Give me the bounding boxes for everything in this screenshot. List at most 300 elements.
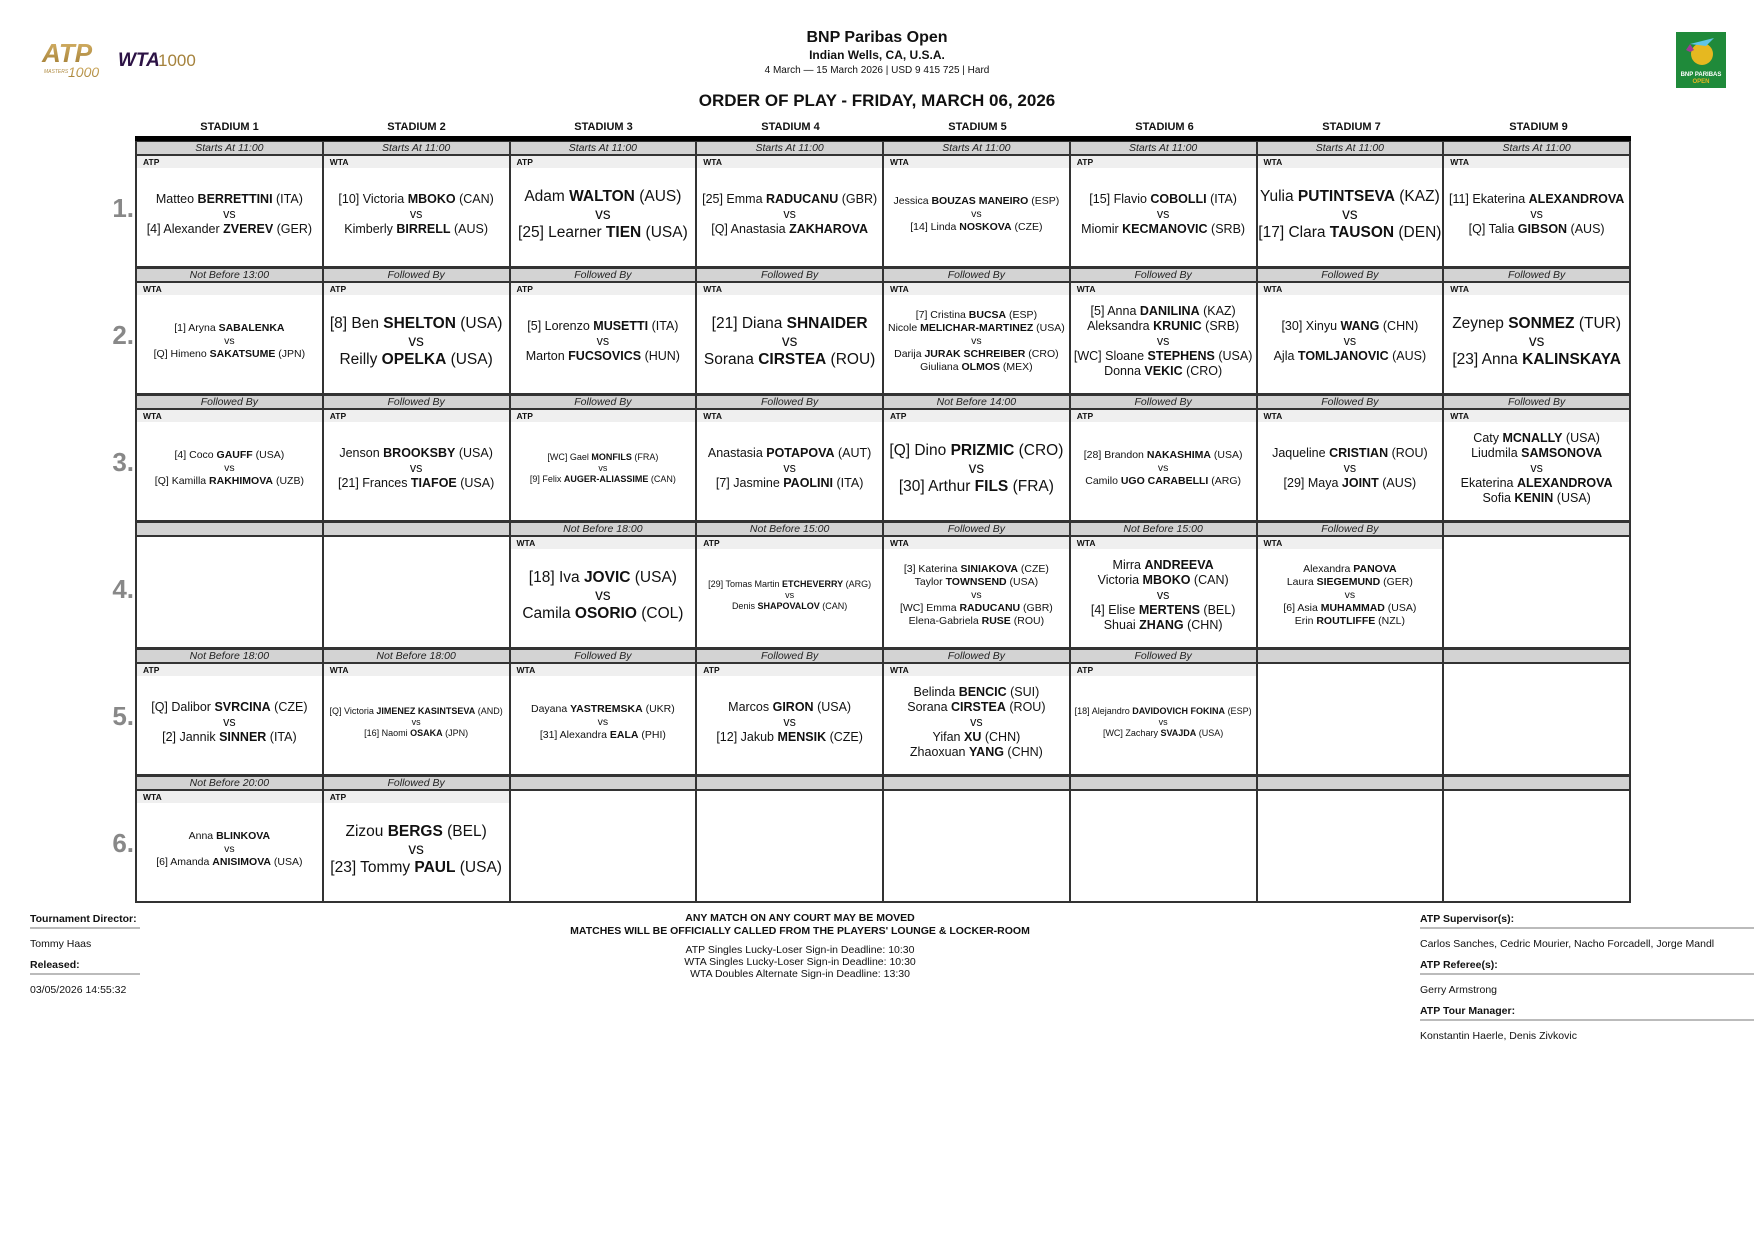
player-name: Belinda BENCIC (SUI): [913, 685, 1040, 699]
player-name: [WC] Zachary SVAJDA (USA): [1102, 728, 1224, 738]
vs-label: vs: [970, 715, 983, 729]
match-order-number: 5.: [112, 701, 134, 731]
player-name: [6] Asia MUHAMMAD (USA): [1283, 602, 1417, 614]
match-cell: [1442, 776, 1631, 903]
match-time: Starts At 11:00: [324, 141, 509, 156]
vs-label: vs: [781, 332, 798, 350]
player-name: Caty MCNALLY (USA): [1473, 431, 1600, 445]
match-players: [884, 550, 1069, 641]
vs-label: vs: [224, 462, 235, 474]
match-cell: [1442, 268, 1631, 395]
tour-badge: WTA: [1444, 156, 1629, 168]
match-time: [1444, 522, 1629, 537]
player-name: [4] Coco GAUFF (USA): [174, 449, 285, 461]
referee-label: ATP Referee(s):: [1420, 957, 1754, 975]
tour-badge: WTA: [324, 664, 509, 676]
match-time: Followed By: [884, 522, 1069, 537]
tournament-name: BNP Paribas Open: [806, 29, 948, 46]
tour-badge: ATP: [511, 156, 696, 168]
vs-label: vs: [224, 843, 235, 855]
match-time: [1258, 776, 1443, 791]
match-cell: [509, 395, 696, 522]
match-time: Starts At 11:00: [1071, 141, 1256, 156]
player-name: Elena-Gabriela RUSE (ROU): [908, 615, 1045, 627]
player-name: Donna VEKIC (CRO): [1104, 364, 1223, 378]
player-name: Aleksandra KRUNIC (SRB): [1087, 319, 1240, 333]
match-time: Followed By: [1071, 395, 1256, 410]
tour-badge: WTA: [511, 664, 696, 676]
match-time: Not Before 20:00: [137, 776, 322, 791]
player-name: Kimberly BIRRELL (AUS): [344, 222, 488, 236]
match-time: Not Before 15:00: [1071, 522, 1256, 537]
player-name: Marcos GIRON (USA): [728, 700, 852, 714]
player-name: [4] Alexander ZVEREV (GER): [146, 222, 313, 236]
match-time: Followed By: [697, 268, 882, 283]
player-name: [7] Jasmine PAOLINI (ITA): [715, 476, 864, 490]
match-time: Followed By: [884, 649, 1069, 664]
match-players: [1258, 550, 1443, 641]
player-name: [5] Anna DANILINA (KAZ): [1090, 304, 1236, 318]
match-cell: [1069, 141, 1256, 268]
tournament-details: 4 March — 15 March 2026 | USD 9 415 725 | Hard: [764, 65, 990, 76]
court-header: STADIUM 4: [761, 121, 820, 133]
player-name: Liudmila SAMSONOVA: [1471, 446, 1603, 460]
match-time: Followed By: [1071, 649, 1256, 664]
match-time: Followed By: [1071, 268, 1256, 283]
player-name: [WC] Gael MONFILS (FRA): [547, 452, 659, 462]
player-name: [Q] Himeno SAKATSUME (JPN): [153, 348, 306, 360]
vs-label: vs: [411, 717, 421, 727]
vs-label: vs: [1528, 332, 1545, 350]
vs-label: vs: [1344, 589, 1356, 601]
match-time: Not Before 18:00: [137, 649, 322, 664]
schedule-row: [112, 268, 1631, 395]
match-cell: [509, 776, 696, 903]
match-players: [324, 296, 509, 387]
page-title: ORDER OF PLAY - FRIDAY, MARCH 06, 2026: [698, 91, 1056, 110]
player-name: [31] Alexandra EALA (PHI): [539, 729, 666, 741]
match-players: [697, 169, 882, 260]
match-players: [511, 550, 696, 641]
tour-badge: ATP: [1071, 410, 1256, 422]
match-cell: [135, 522, 322, 649]
match-players: [1071, 296, 1256, 387]
match-cell: [1069, 522, 1256, 649]
player-name: Alexandra PANOVA: [1303, 563, 1397, 575]
match-players: [697, 550, 882, 641]
match-cell: [695, 522, 882, 649]
vs-label: vs: [409, 461, 423, 475]
match-players: [1444, 169, 1629, 260]
player-name: Shuai ZHANG (CHN): [1103, 618, 1223, 632]
match-cell: [509, 268, 696, 395]
match-players: [1071, 677, 1256, 768]
player-name: Jenson BROOKSBY (USA): [339, 446, 493, 460]
svg-text:BNP PARIBAS: BNP PARIBAS: [1680, 72, 1722, 78]
player-name: [25] Emma RADUCANU (GBR): [702, 192, 878, 206]
match-players: [511, 296, 696, 387]
vs-label: vs: [1530, 207, 1543, 221]
match-time: Followed By: [324, 395, 509, 410]
vs-label: vs: [1157, 462, 1169, 474]
match-players: [697, 677, 882, 768]
vs-label: vs: [783, 207, 796, 221]
match-cell: [1256, 141, 1443, 268]
tour-badge: WTA: [137, 283, 322, 295]
tour-badge: WTA: [1444, 283, 1629, 295]
tour-badge: WTA: [1258, 410, 1443, 422]
match-players: [1444, 423, 1629, 514]
player-name: Nicole MELICHAR-MARTINEZ (USA): [887, 322, 1065, 334]
match-cell: [135, 776, 322, 903]
schedule-row: [112, 141, 1631, 268]
match-players: [884, 423, 1069, 514]
match-players: [1258, 423, 1443, 514]
match-cell: [695, 141, 882, 268]
vs-label: vs: [1342, 205, 1358, 223]
tour-badge: ATP: [1071, 156, 1256, 168]
player-name: [29] Tomas Martin ETCHEVERRY (ARG): [708, 579, 872, 589]
match-cell: [882, 649, 1069, 776]
tour-badge: ATP: [697, 537, 882, 549]
match-order-number: 6.: [112, 828, 134, 858]
tour-badge: WTA: [697, 283, 882, 295]
schedule-row: [112, 395, 1631, 522]
tour-badge: ATP: [511, 410, 696, 422]
schedule-row: [112, 522, 1631, 649]
match-time: Followed By: [137, 395, 322, 410]
vs-label: vs: [1343, 334, 1357, 348]
match-time: Followed By: [324, 776, 509, 791]
match-players: [511, 677, 696, 768]
match-time: Starts At 11:00: [137, 141, 322, 156]
tour-badge: WTA: [1444, 410, 1629, 422]
court-header: STADIUM 6: [1135, 121, 1194, 133]
match-cell: [1442, 141, 1631, 268]
match-cell: [322, 522, 509, 649]
match-players: [1071, 169, 1256, 260]
player-name: [14] Linda NOSKOVA (CZE): [910, 221, 1043, 233]
match-cell: [1442, 649, 1631, 776]
match-cell: [1069, 268, 1256, 395]
tour-badge: ATP: [1071, 664, 1256, 676]
player-name: Erin ROUTLIFFE (NZL): [1294, 615, 1405, 627]
match-players: [137, 677, 322, 768]
player-name: [Q] Talia GIBSON (AUS): [1468, 222, 1605, 236]
vs-label: vs: [595, 205, 611, 223]
svg-text:WTA: WTA: [118, 50, 160, 71]
player-name: [23] Tommy PAUL (USA): [330, 858, 502, 876]
svg-text:1000: 1000: [158, 51, 196, 70]
footer-officials-right: [1420, 911, 1754, 1049]
court-header: STADIUM 7: [1322, 121, 1381, 133]
match-cell: [1256, 395, 1443, 522]
footer-officials-left: [30, 911, 140, 1003]
player-name: [18] Alejandro DAVIDOVICH FOKINA (ESP): [1074, 706, 1252, 716]
match-cell: [322, 395, 509, 522]
vs-label: vs: [408, 332, 424, 350]
match-time: Followed By: [1258, 522, 1443, 537]
player-name: Taylor TOWNSEND (USA): [914, 576, 1039, 588]
match-cell: [1256, 649, 1443, 776]
match-players: [1071, 550, 1256, 641]
match-cell: [1256, 268, 1443, 395]
match-time: [1444, 649, 1629, 664]
match-cell: [135, 649, 322, 776]
court-header: STADIUM 9: [1509, 121, 1568, 133]
match-cell: [1442, 395, 1631, 522]
match-players: [884, 677, 1069, 768]
tour-badge: ATP: [884, 410, 1069, 422]
player-name: Sofia KENIN (USA): [1482, 491, 1591, 505]
vs-label: vs: [971, 335, 982, 347]
player-name: [5] Lorenzo MUSETTI (ITA): [527, 319, 679, 333]
match-time: [137, 522, 322, 537]
deadline-wta-doubles: WTA Doubles Alternate Sign-in Deadline: 13:30: [690, 968, 910, 980]
player-name: Zhaoxuan YANG (CHN): [909, 745, 1043, 759]
referee-value: Gerry Armstrong: [1420, 984, 1498, 996]
vs-label: vs: [224, 335, 235, 347]
player-name: Ekaterina ALEXANDROVA: [1460, 476, 1613, 490]
player-name: [17] Clara TAUSON (DEN): [1258, 223, 1442, 241]
match-time: Starts At 11:00: [511, 141, 696, 156]
match-time: Not Before 18:00: [511, 522, 696, 537]
player-name: Adam WALTON (AUS): [524, 187, 682, 205]
deadline-atp-ll: ATP Singles Lucky-Loser Sign-in Deadline: 10:30: [685, 944, 915, 956]
match-cell: [695, 776, 882, 903]
svg-text:OPEN: OPEN: [1692, 79, 1710, 85]
vs-label: vs: [223, 715, 236, 729]
match-time: [1071, 776, 1256, 791]
tour-badge: ATP: [511, 283, 696, 295]
match-order-number: 4.: [112, 574, 134, 604]
match-players: [137, 423, 322, 514]
player-name: [Q] Dalibor SVRCINA (CZE): [151, 700, 308, 714]
vs-label: vs: [597, 716, 609, 728]
match-time: [884, 776, 1069, 791]
player-name: [7] Cristina BUCSA (ESP): [915, 309, 1038, 321]
match-cell: [322, 649, 509, 776]
tour-badge: ATP: [324, 283, 509, 295]
vs-label: vs: [409, 207, 423, 221]
player-name: [16] Naomi OSAKA (JPN): [364, 728, 469, 738]
vs-label: vs: [595, 586, 611, 604]
match-players: [884, 296, 1069, 387]
vs-label: vs: [1343, 461, 1357, 475]
match-cell: [1442, 522, 1631, 649]
player-name: Zizou BERGS (BEL): [345, 822, 487, 840]
match-time: Followed By: [697, 649, 882, 664]
svg-text:MASTERS: MASTERS: [44, 69, 69, 75]
match-time: Followed By: [324, 268, 509, 283]
tour-badge: WTA: [884, 283, 1069, 295]
player-name: [1] Aryna SABALENKA: [174, 322, 285, 334]
player-name: Sorana CIRSTEA (ROU): [907, 700, 1046, 714]
match-cell: [882, 522, 1069, 649]
match-cell: [695, 649, 882, 776]
tour-badge: ATP: [324, 791, 509, 803]
match-time: Followed By: [1258, 395, 1443, 410]
match-cell: [882, 141, 1069, 268]
player-name: Dayana YASTREMSKA (UKR): [531, 703, 675, 715]
vs-label: vs: [1156, 588, 1170, 602]
match-players: [511, 423, 696, 514]
player-name: [23] Anna KALINSKAYA: [1452, 350, 1621, 368]
match-players: [1258, 296, 1443, 387]
tour-manager-value: Konstantin Haerle, Denis Zivkovic: [1420, 1030, 1577, 1042]
match-time: Not Before 14:00: [884, 395, 1069, 410]
match-cell: [135, 268, 322, 395]
player-name: Anastasia POTAPOVA (AUT): [707, 446, 872, 460]
match-time: Followed By: [511, 395, 696, 410]
player-name: Yulia PUTINTSEVA (KAZ): [1260, 187, 1440, 205]
court-header: STADIUM 1: [200, 121, 259, 133]
match-time: [511, 776, 696, 791]
match-time: Followed By: [511, 649, 696, 664]
match-time: [1258, 649, 1443, 664]
match-time: Starts At 11:00: [1258, 141, 1443, 156]
released-value: 03/05/2026 14:55:32: [30, 984, 127, 996]
match-time: Starts At 11:00: [697, 141, 882, 156]
player-name: Anna BLINKOVA: [188, 830, 271, 842]
tour-badge: ATP: [697, 664, 882, 676]
player-name: [11] Ekaterina ALEXANDROVA: [1448, 192, 1625, 206]
player-name: [30] Xinyu WANG (CHN): [1281, 319, 1419, 333]
player-name: Ajla TOMLJANOVIC (AUS): [1273, 349, 1427, 363]
match-time: Starts At 11:00: [884, 141, 1069, 156]
match-players: [324, 804, 509, 895]
match-players: [137, 296, 322, 387]
tour-badge: WTA: [884, 664, 1069, 676]
match-cell: [882, 776, 1069, 903]
match-time: Followed By: [697, 395, 882, 410]
order-of-play-grid: [112, 136, 1631, 903]
match-time: Followed By: [511, 268, 696, 283]
match-players: [1444, 296, 1629, 387]
player-name: [3] Katerina SINIAKOVA (CZE): [903, 563, 1049, 575]
player-name: Reilly OPELKA (USA): [339, 350, 493, 368]
vs-label: vs: [968, 459, 985, 477]
notice-moved: ANY MATCH ON ANY COURT MAY BE MOVED: [685, 912, 915, 924]
player-name: [15] Flavio COBOLLI (ITA): [1089, 192, 1237, 206]
vs-label: vs: [598, 463, 608, 473]
player-name: [Q] Kamilla RAKHIMOVA (UZB): [154, 475, 304, 487]
player-name: [9] Felix AUGER-ALIASSIME (CAN): [529, 474, 676, 484]
player-name: [29] Maya JOINT (AUS): [1283, 476, 1417, 490]
match-players: [511, 169, 696, 260]
match-cell: [695, 268, 882, 395]
player-name: Victoria MBOKO (CAN): [1097, 573, 1229, 587]
director-label: Tournament Director:: [30, 911, 140, 929]
vs-label: vs: [785, 590, 795, 600]
match-players: [324, 169, 509, 260]
match-players: [884, 169, 1069, 260]
player-name: Yifan XU (CHN): [932, 730, 1021, 744]
tour-badge: WTA: [697, 156, 882, 168]
match-players: [1258, 169, 1443, 260]
tour-badge: WTA: [324, 156, 509, 168]
player-name: Jessica BOUZAS MANEIRO (ESP): [893, 195, 1060, 207]
tour-badge: WTA: [511, 537, 696, 549]
match-cell: [1069, 649, 1256, 776]
match-players: [697, 296, 882, 387]
match-order-number: 3.: [112, 447, 134, 477]
player-name: [Q] Dino PRIZMIC (CRO): [889, 441, 1064, 459]
vs-label: vs: [783, 715, 796, 729]
player-name: [4] Elise MERTENS (BEL): [1090, 603, 1236, 617]
player-name: [30] Arthur FILS (FRA): [898, 477, 1054, 495]
player-name: [21] Diana SHNAIDER: [711, 314, 868, 332]
court-header: STADIUM 3: [574, 121, 633, 133]
match-cell: [135, 395, 322, 522]
match-order-number: 1.: [112, 193, 134, 223]
player-name: Giuliana OLMOS (MEX): [920, 361, 1033, 373]
vs-label: vs: [971, 589, 982, 601]
match-time: Followed By: [1444, 268, 1629, 283]
match-players: [324, 677, 509, 768]
player-name: [WC] Emma RADUCANU (GBR): [899, 602, 1053, 614]
player-name: Mirra ANDREEVA: [1112, 558, 1214, 572]
player-name: [28] Brandon NAKASHIMA (USA): [1083, 449, 1243, 461]
supervisor-value: Carlos Sanches, Cedric Mourier, Nacho Forcadell, Jorge Mandl: [1420, 938, 1715, 950]
match-cell: [322, 268, 509, 395]
player-name: Camilo UGO CARABELLI (ARG): [1085, 475, 1241, 487]
player-name: [10] Victoria MBOKO (CAN): [338, 192, 494, 206]
match-cell: [882, 395, 1069, 522]
vs-label: vs: [223, 207, 236, 221]
tour-badge: ATP: [324, 410, 509, 422]
schedule-row: [112, 649, 1631, 776]
match-cell: [695, 395, 882, 522]
vs-label: vs: [971, 208, 982, 220]
match-players: [137, 804, 322, 895]
document-header: [0, 28, 1754, 112]
match-time: Not Before 13:00: [137, 268, 322, 283]
tour-badge: WTA: [1258, 283, 1443, 295]
player-name: Miomir KECMANOVIC (SRB): [1081, 222, 1246, 236]
director-value: Tommy Haas: [30, 938, 92, 950]
player-name: [Q] Victoria JIMENEZ KASINTSEVA (AND): [329, 706, 503, 716]
match-time: Starts At 11:00: [1444, 141, 1629, 156]
vs-label: vs: [783, 461, 796, 475]
match-time: Followed By: [1444, 395, 1629, 410]
player-name: [WC] Sloane STEPHENS (USA): [1073, 349, 1253, 363]
tour-badge: WTA: [137, 410, 322, 422]
tour-badge: WTA: [697, 410, 882, 422]
match-cell: [509, 141, 696, 268]
match-time: [1444, 776, 1629, 791]
player-name: Zeynep SONMEZ (TUR): [1452, 314, 1622, 332]
player-name: Jaqueline CRISTIAN (ROU): [1272, 446, 1428, 460]
court-headers: [136, 120, 1632, 134]
tour-badge: WTA: [1258, 156, 1443, 168]
tour-manager-label: ATP Tour Manager:: [1420, 1003, 1754, 1021]
match-players: [1071, 423, 1256, 514]
player-name: Denis SHAPOVALOV (CAN): [731, 601, 848, 611]
vs-label: vs: [408, 840, 424, 858]
match-time: Followed By: [884, 268, 1069, 283]
match-cell: [322, 141, 509, 268]
vs-label: vs: [1530, 461, 1543, 475]
match-cell: [1256, 776, 1443, 903]
vs-label: vs: [1158, 717, 1168, 727]
tour-badge: WTA: [884, 156, 1069, 168]
tour-badge: WTA: [1071, 537, 1256, 549]
match-time: Not Before 18:00: [324, 649, 509, 664]
vs-label: vs: [1156, 207, 1170, 221]
player-name: [6] Amanda ANISIMOVA (USA): [156, 856, 303, 868]
match-cell: [1069, 395, 1256, 522]
